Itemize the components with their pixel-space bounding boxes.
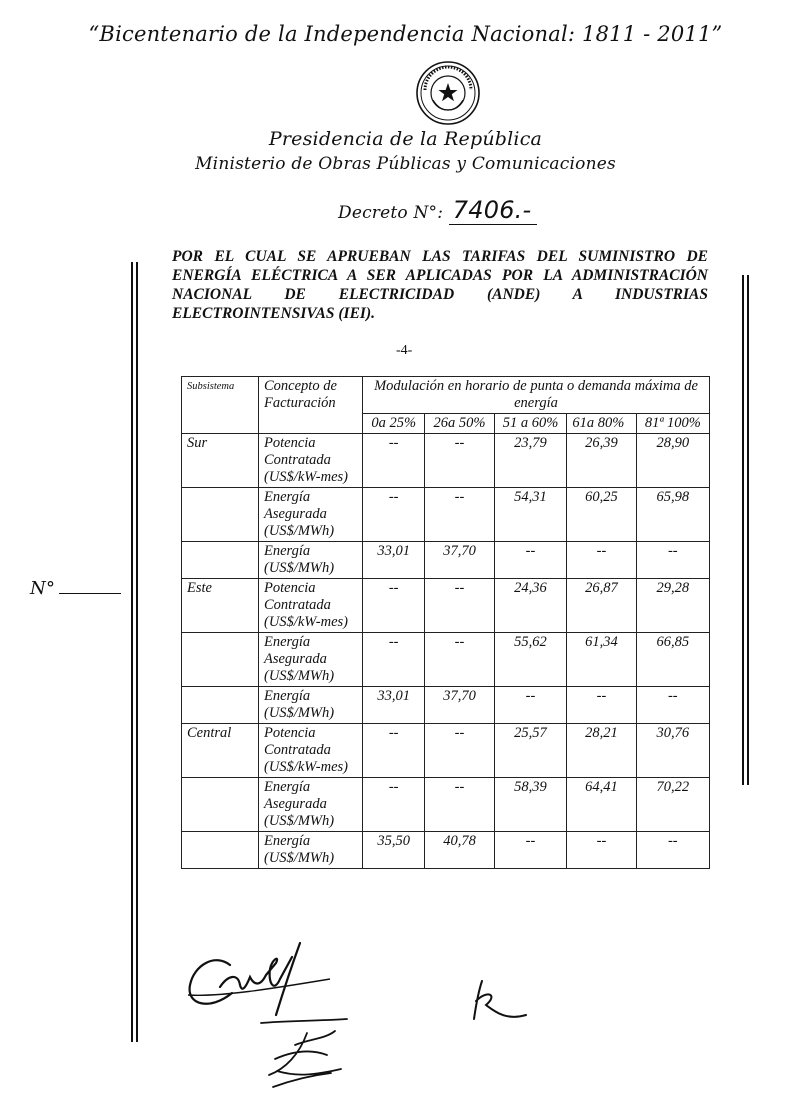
table-row	[182, 434, 710, 488]
tariff-value: --	[363, 488, 425, 542]
decree-line	[338, 196, 537, 224]
title-line: POR EL CUAL SE APRUEBAN LAS TARIFAS DEL SUMINISTRO DE	[172, 248, 708, 265]
margin-number-blank	[59, 593, 121, 594]
tariff-value: 29,28	[636, 579, 709, 633]
bicentennial-motto: “Bicentenario de la Independencia Nacional: 1811 - 2011”	[88, 22, 723, 46]
row-subsystem	[182, 687, 259, 724]
tariff-value: --	[636, 687, 709, 724]
right-margin-line-2	[747, 275, 749, 785]
tariff-value: 40,78	[425, 832, 494, 869]
header-subsistema: Subsistema	[182, 377, 259, 434]
header-range: 81ª 100%	[636, 414, 709, 434]
header-modulacion: Modulación en horario de punta o demanda máxima de energía	[363, 377, 710, 414]
tariff-value: 37,70	[425, 542, 494, 579]
row-concept: Energía (US$/MWh)	[259, 542, 363, 579]
table-row	[182, 724, 710, 778]
row-concept: Energía Asegurada (US$/MWh)	[259, 488, 363, 542]
tariff-value: --	[494, 832, 567, 869]
page-number: -4-	[396, 343, 413, 358]
table-row	[182, 832, 710, 869]
tariff-value: --	[363, 778, 425, 832]
row-subsystem	[182, 542, 259, 579]
tariff-value: 37,70	[425, 687, 494, 724]
tariff-value: --	[425, 488, 494, 542]
signature-1	[180, 935, 370, 1025]
tariff-value: 25,57	[494, 724, 567, 778]
tariff-value: --	[363, 434, 425, 488]
tariff-value: 26,87	[567, 579, 636, 633]
row-subsystem	[182, 488, 259, 542]
tariff-value: 70,22	[636, 778, 709, 832]
tariff-value: --	[494, 542, 567, 579]
tariff-value: 55,62	[494, 633, 567, 687]
header-range: 26a 50%	[425, 414, 494, 434]
margin-number-field	[30, 578, 121, 599]
tariff-value: --	[494, 687, 567, 724]
tariff-value: 35,50	[363, 832, 425, 869]
decree-number: 7406.-	[449, 196, 538, 225]
table-row	[182, 633, 710, 687]
tariff-value: 24,36	[494, 579, 567, 633]
table-row	[182, 778, 710, 832]
signature-3	[255, 1015, 365, 1090]
row-concept: Energía Asegurada (US$/MWh)	[259, 633, 363, 687]
row-subsystem: Este	[182, 579, 259, 633]
tariff-value: 30,76	[636, 724, 709, 778]
tariff-value: 54,31	[494, 488, 567, 542]
row-subsystem	[182, 778, 259, 832]
header-range: 61a 80%	[567, 414, 636, 434]
tariff-value: --	[567, 687, 636, 724]
table-row	[182, 687, 710, 724]
decree-label: Decreto N°:	[338, 203, 444, 223]
tariff-table	[181, 376, 710, 869]
title-line: ELECTROINTENSIVAS (IEI).	[172, 305, 375, 322]
tariff-value: --	[363, 579, 425, 633]
signature-2	[462, 975, 532, 1025]
header-range: 0a 25%	[363, 414, 425, 434]
tariff-value: --	[425, 778, 494, 832]
tariff-value: 26,39	[567, 434, 636, 488]
tariff-value: 61,34	[567, 633, 636, 687]
row-concept: Potencia Contratada (US$/kW-mes)	[259, 724, 363, 778]
tariff-value: 23,79	[494, 434, 567, 488]
decree-title	[172, 247, 708, 323]
tariff-value: 33,01	[363, 687, 425, 724]
margin-number-label: N°	[30, 578, 56, 599]
row-concept: Energía (US$/MWh)	[259, 687, 363, 724]
presidencia-heading: Presidencia de la República	[268, 128, 543, 150]
row-subsystem	[182, 633, 259, 687]
ministerio-heading: Ministerio de Obras Públicas y Comunicaciones	[195, 154, 616, 174]
paraguay-seal-icon	[415, 60, 481, 126]
row-subsystem	[182, 832, 259, 869]
tariff-value: 58,39	[494, 778, 567, 832]
tariff-value: --	[425, 633, 494, 687]
tariff-value: 65,98	[636, 488, 709, 542]
right-margin-line-1	[742, 275, 744, 785]
tariff-value: --	[567, 542, 636, 579]
row-subsystem: Sur	[182, 434, 259, 488]
table-header-row	[182, 377, 710, 414]
row-concept: Potencia Contratada (US$/kW-mes)	[259, 579, 363, 633]
left-margin-line-2	[136, 262, 138, 1042]
tariff-value: 66,85	[636, 633, 709, 687]
tariff-value: --	[425, 434, 494, 488]
row-concept: Energía Asegurada (US$/MWh)	[259, 778, 363, 832]
tariff-value: 60,25	[567, 488, 636, 542]
tariff-value: 33,01	[363, 542, 425, 579]
tariff-value: 64,41	[567, 778, 636, 832]
tariff-value: --	[363, 633, 425, 687]
title-line: NACIONAL DE ELECTRICIDAD (ANDE) A INDUSTRIAS	[172, 286, 708, 303]
tariff-value: 28,21	[567, 724, 636, 778]
row-concept: Energía (US$/MWh)	[259, 832, 363, 869]
left-margin-line-1	[131, 262, 133, 1042]
tariff-value: --	[636, 542, 709, 579]
tariff-value: --	[425, 724, 494, 778]
tariff-value: --	[567, 832, 636, 869]
row-subsystem: Central	[182, 724, 259, 778]
table-row	[182, 488, 710, 542]
row-concept: Potencia Contratada (US$/kW-mes)	[259, 434, 363, 488]
header-range: 51 a 60%	[494, 414, 567, 434]
table-row	[182, 542, 710, 579]
tariff-value: --	[636, 832, 709, 869]
header-concepto: Concepto de Facturación	[259, 377, 363, 434]
tariff-value: 28,90	[636, 434, 709, 488]
title-line: ENERGÍA ELÉCTRICA A SER APLICADAS POR LA ADMINISTRACIÓN	[172, 267, 708, 284]
tariff-value: --	[363, 724, 425, 778]
table-row	[182, 579, 710, 633]
tariff-value: --	[425, 579, 494, 633]
